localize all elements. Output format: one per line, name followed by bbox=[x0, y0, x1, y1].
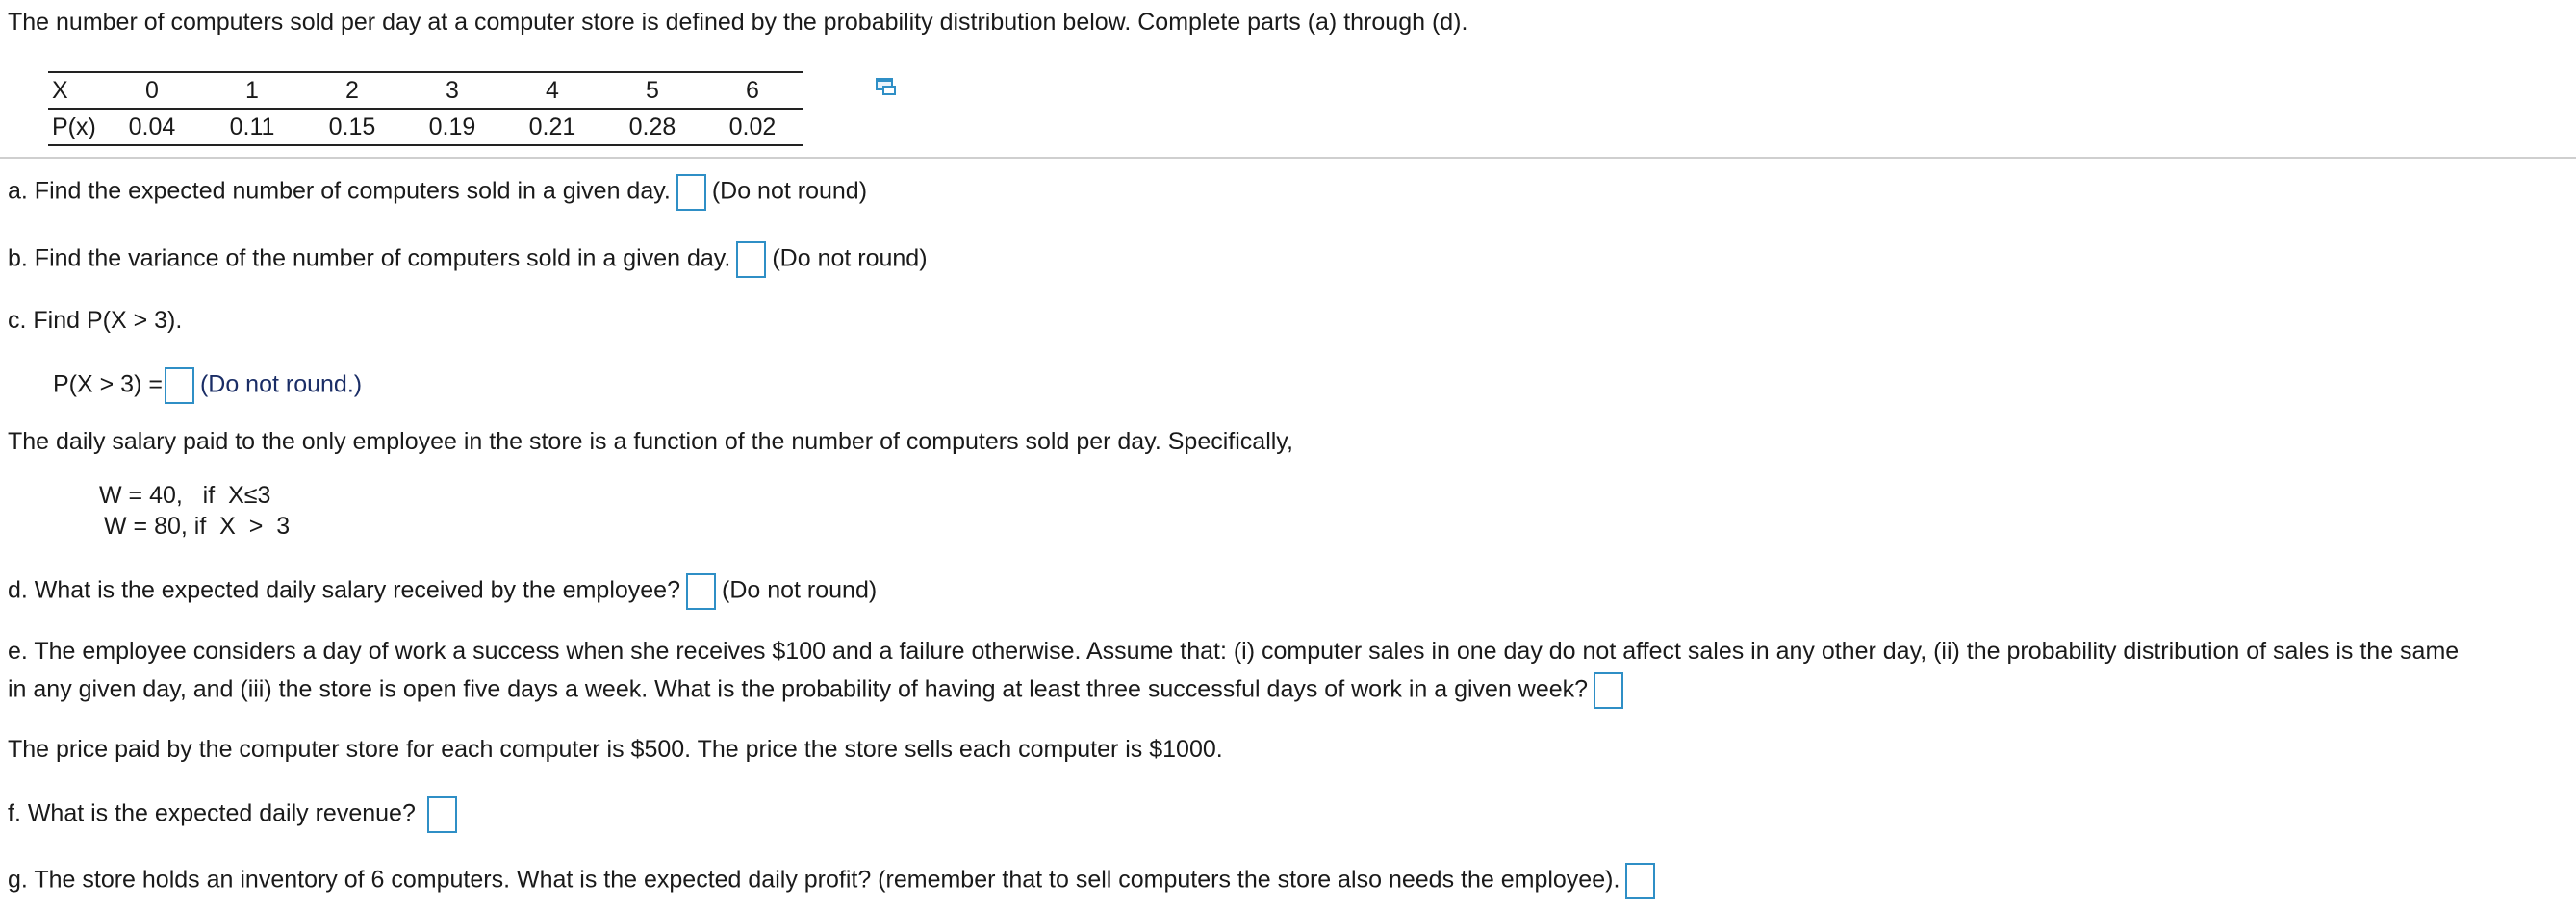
answer-g-input[interactable] bbox=[1625, 863, 1655, 899]
table-row-p bbox=[48, 109, 803, 145]
open-in-window-icon[interactable] bbox=[876, 77, 897, 96]
p-label: P(x) bbox=[48, 109, 102, 145]
answer-b-input[interactable] bbox=[736, 241, 766, 278]
question-a-text: a. Find the expected number of computers sold in a given day. bbox=[8, 177, 671, 205]
p-value: 0.15 bbox=[302, 109, 402, 145]
question-c-answer bbox=[53, 367, 362, 404]
salary-intro-text: The daily salary paid to the only employee in the store is a function of the number of computers sold per day. Specifically, bbox=[8, 428, 1293, 455]
intro-text: The number of computers sold per day at a computer store is defined by the probability distribution below. Complete parts (a) through (d). bbox=[8, 9, 1468, 36]
answer-e-input[interactable] bbox=[1594, 672, 1623, 709]
question-f bbox=[8, 796, 463, 833]
x-value: 2 bbox=[302, 72, 402, 109]
x-value: 3 bbox=[402, 72, 502, 109]
question-e-line2 bbox=[8, 672, 1629, 709]
p-value: 0.28 bbox=[602, 109, 702, 145]
probability-table bbox=[48, 71, 803, 146]
question-a-hint: (Do not round) bbox=[711, 177, 868, 205]
question-b-text: b. Find the variance of the number of computers sold in a given day. bbox=[8, 244, 731, 272]
question-b-hint: (Do not round) bbox=[772, 244, 928, 272]
question-c-answer-label: P(X > 3) = bbox=[53, 370, 163, 398]
x-value: 0 bbox=[102, 72, 202, 109]
p-value: 0.19 bbox=[402, 109, 502, 145]
question-g-text: g. The store holds an inventory of 6 computers. What is the expected daily profit? (remember that to sell computers the store also needs the employee). bbox=[8, 866, 1620, 894]
table-row-x bbox=[48, 72, 803, 109]
price-text: The price paid by the computer store for each computer is $500. The price the store sells each computer is $1000. bbox=[8, 736, 1223, 763]
question-d-hint: (Do not round) bbox=[722, 576, 878, 604]
question-f-text: f. What is the expected daily revenue? bbox=[8, 799, 416, 827]
answer-f-input[interactable] bbox=[427, 796, 457, 833]
question-c-hint: (Do not round.) bbox=[199, 370, 363, 398]
salary-rule-2: W = 80, if X > 3 bbox=[104, 513, 291, 540]
p-value: 0.11 bbox=[202, 109, 302, 145]
question-g bbox=[8, 863, 1661, 899]
x-label: X bbox=[48, 72, 102, 109]
answer-d-input[interactable] bbox=[686, 573, 716, 610]
answer-a-input[interactable] bbox=[676, 174, 706, 211]
p-value: 0.21 bbox=[502, 109, 602, 145]
x-value: 6 bbox=[702, 72, 803, 109]
x-value: 1 bbox=[202, 72, 302, 109]
question-b bbox=[8, 241, 928, 278]
question-e-line1: e. The employee considers a day of work a success when she receives $100 and a failure otherwise. Assume that: (i) computer sales in one day do not affect sales in any other day, (ii) the probability distribution of sales is the same bbox=[8, 638, 2460, 665]
answer-c-input[interactable] bbox=[165, 367, 194, 404]
p-value: 0.04 bbox=[102, 109, 202, 145]
question-c-text: c. Find P(X > 3). bbox=[8, 307, 183, 334]
x-value: 5 bbox=[602, 72, 702, 109]
question-e-line2-text: in any given day, and (iii) the store is open five days a week. What is the probability of having at least three successful days of work in a given week? bbox=[8, 675, 1589, 703]
question-a bbox=[8, 174, 867, 211]
p-value: 0.02 bbox=[702, 109, 803, 145]
question-d bbox=[8, 573, 877, 610]
question-d-text: d. What is the expected daily salary received by the employee? bbox=[8, 576, 680, 604]
salary-rule-1: W = 40, if X≤3 bbox=[99, 482, 271, 509]
section-divider bbox=[0, 157, 2576, 159]
x-value: 4 bbox=[502, 72, 602, 109]
